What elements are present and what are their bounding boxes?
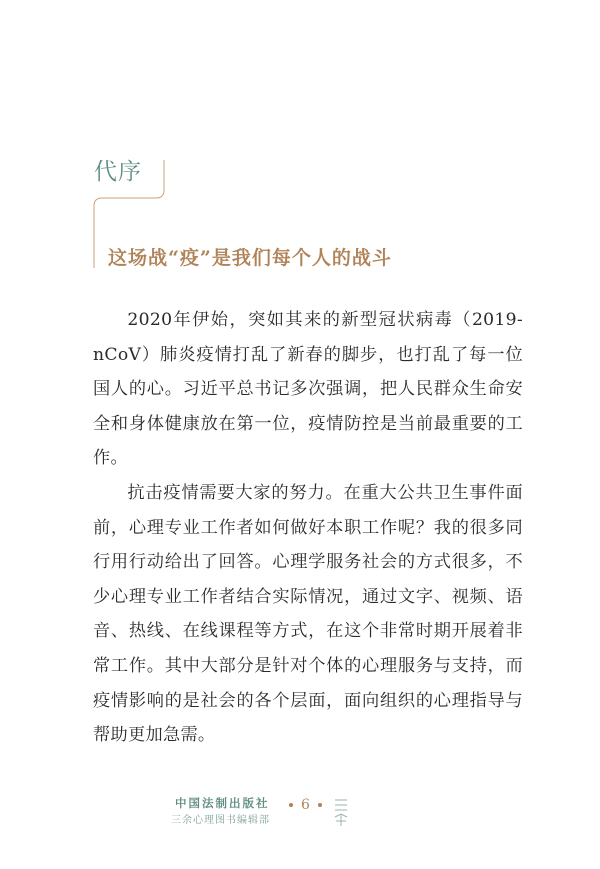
paragraph: 抗击疫情需要大家的努力。在重大公共卫生事件面前，心理专业工作者如何做好本职工作呢？我的很多同行用行动给出了回答。心理学服务社会的方式很多，不少心理专业工作者结合实际情况，通过文字、视频、语音、热线、在线课程等方式，在这个非常时期开展着非常工作。其中大部分是针对个体的心理服务与支持，而疫情影响的是社会的各个层面，面向组织的心理指导与帮助更加急需。 xyxy=(93,482,523,746)
dot-icon xyxy=(289,803,293,807)
page-footer xyxy=(165,795,365,835)
publisher-logo-icon xyxy=(331,795,351,829)
chapter-heading: 这场战“疫”是我们每个人的战斗 xyxy=(108,247,392,269)
paragraph: 2020年伊始，突如其来的新型冠状病毒（2019-nCoV）肺炎疫情打乱了新春的脚步，也打乱了每一位国人的心。习近平总书记多次强调，把人民群众生命安全和身体健康放在第一位，疫情防控是当前最重要的工作。 xyxy=(93,310,523,469)
page-number: 6 xyxy=(301,797,310,813)
body-text xyxy=(93,303,523,753)
page-number-group xyxy=(281,797,330,813)
publisher-imprint: 三余心理图书编辑部 xyxy=(171,815,270,826)
dot-icon xyxy=(318,803,322,807)
section-label: 代序 xyxy=(94,159,142,185)
publisher-name: 中国法制出版社 xyxy=(175,796,270,810)
